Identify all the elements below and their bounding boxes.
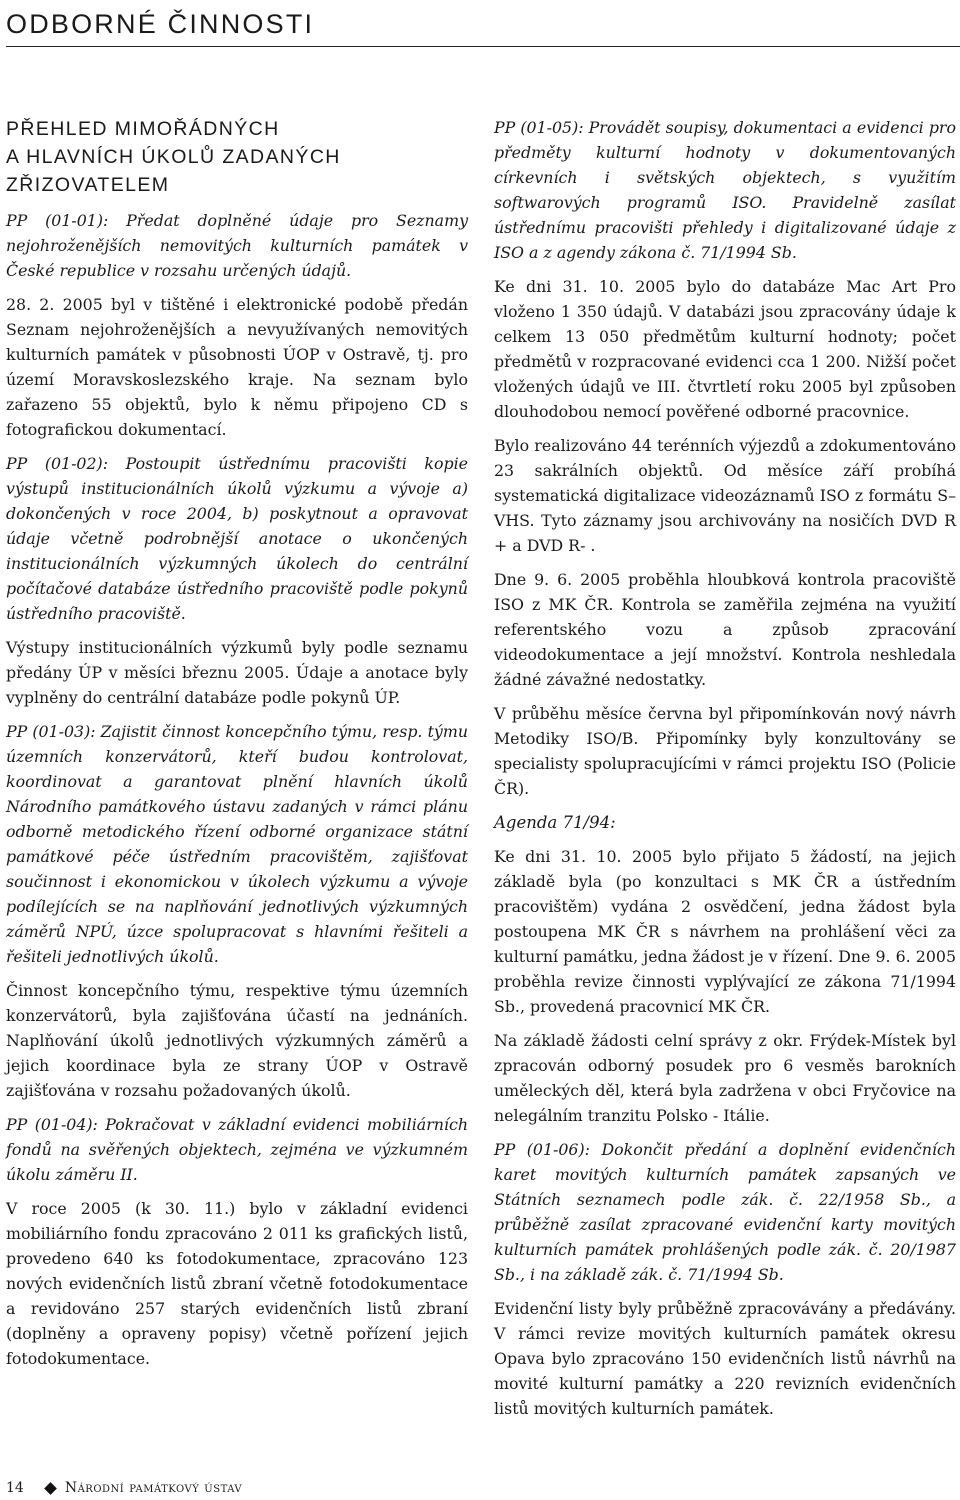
task-pp-01-03: PP (01-03): Zajistit činnost koncepčního týmu, resp. týmu územních konzervátorů, kteří budou kontrolovat, koordinovat a garantovat plnění hlavních úkolů Národního památkového ústavu zadaných v rámci plánu odborně metodického řízení odborné organizace státní památkové péče ústředním pracovištěm, zajišťovat součinnost i ekonomickou v úkolech výzkumu a vývoje podílejících se na naplňování jednotlivých výzkumných záměrů NPÚ, úzce spolupracovat s hlavními řešiteli a řešiteli jednotlivých úkolů.	[6, 722, 468, 966]
header-divider	[6, 46, 960, 47]
right-column	[494, 115, 956, 1430]
paragraph: Bylo realizováno 44 terénních výjezdů a zdokumentováno 23 sakrálních objektů. Od měsíce září probíhá systematická digitalizace videozáznamů ISO z formátu S–VHS. Tyto záznamy jsou archivovány na nosičích DVD R + a DVD R- .	[494, 436, 956, 555]
paragraph: Na základě žádosti celní správy z okr. Frýdek-Místek byl zpracován odborný posudek pro 6 vesměs barokních uměleckých děl, která byla zadržena v obci Fryčovice na nelegálním tranzitu Polsko - Itálie.	[494, 1031, 956, 1125]
task-pp-01-04: PP (01-04): Pokračovat v základní evidenci mobiliárních fondů na svěřených objektech, zejména ve výzkumném úkolu záměru II.	[6, 1115, 468, 1184]
section-heading	[6, 115, 468, 199]
task-pp-01-02: PP (01-02): Postoupit ústřednímu pracovišti kopie výstupů institucionálních úkolů výzkumu a vývoje a) dokončených v roce 2004, b) poskytnout a opravovat údaje včetně podrobnější anotace o ukončených institucionálních výzkumných úkolech do centrální počítačové databáze ústředního pracoviště podle pokynů ústředního pracoviště.	[6, 454, 468, 623]
paragraph: V průběhu měsíce června byl připomínkován nový návrh Metodiky ISO/B. Připomínky byly konzultovány se specialisty spolupracujícími v rámci projektu ISO (Policie ČR).	[494, 704, 956, 798]
paragraph: 28. 2. 2005 byl v tištěné i elektronické podobě předán Seznam nejohroženějších a nevyužívaných nemovitých kulturních památek v působnosti ÚOP v Ostravě, tj. pro území Moravskoslezského kraje. Na seznam bylo zařazeno 55 objektů, bylo k němu připojeno CD s fotografickou dokumentací.	[6, 295, 468, 439]
paragraph: Výstupy institucionálních výzkumů byly podle seznamu předány ÚP v měsíci březnu 2005. Údaje a anotace byly vyplněny do centrální databáze podle pokynů ÚP.	[6, 638, 468, 707]
paragraph: Ke dni 31. 10. 2005 bylo přijato 5 žádostí, na jejich základě byla (po konzultaci s MK ČR a ústředním pracovištěm) vydána 2 osvědčení, jedna žádost byla postoupena MK ČR s návrhem na prohlášení věci za kulturní památku, jedna žádost je v řízení. Dne 9. 6. 2005 proběhla revize činnosti vyplývající ze zákona 71/1994 Sb., provedená pracovnicí MK ČR.	[494, 847, 956, 1016]
paragraph: Ke dni 31. 10. 2005 bylo do databáze Mac Art Pro vloženo 1 350 údajů. V databázi jsou zpracovány údaje k celkem 13 050 předmětům kulturní hodnoty; počet předmětů v rozpracované evidenci cca 1 200. Nižší počet vložených údajů ve III. čtvrtletí roku 2005 byl způsoben dlouhodobou nemocí pověřené odborné pracovnice.	[494, 277, 956, 421]
publisher-name: Národní památkový ústav	[64, 1480, 243, 1496]
page-header	[6, 4, 960, 52]
page-number: 14	[6, 1480, 24, 1496]
paragraph: Dne 9. 6. 2005 proběhla hloubková kontrola pracoviště ISO z MK ČR. Kontrola se zaměřila zejména na využití referentského vozu a způsob zpracování videodokumentace a její množství. Kontrola neshledala žádné závažné nedostatky.	[494, 570, 956, 689]
paragraph: V roce 2005 (k 30. 11.) bylo v základní evidenci mobiliárního fondu zpracováno 2 011 ks grafických listů, provedeno 640 ks fotodokumentace, zpracováno 123 nových evidenčních listů zbraní včetně fotodokumentace a revidováno 257 starých evidenčních listů zbraní (doplněny a opraveny popisy) včetně pořízení jejich fotodokumentace.	[6, 1199, 468, 1368]
page-title: ODBORNÉ ČINNOSTI	[6, 9, 315, 39]
diamond-icon	[44, 1482, 57, 1495]
task-pp-01-01: PP (01-01): Předat doplněné údaje pro Seznamy nejohroženějších nemovitých kulturních památek v České republice v rozsahu určených údajů.	[6, 211, 468, 280]
paragraph: Evidenční listy byly průběžně zpracovávány a předávány. V rámci revize movitých kulturních památek okresu Opava bylo zpracováno 150 evidenčních listů návrhů na movité kulturní památky a 220 revizních evidenčních listů movitých kulturních památek.	[494, 1299, 956, 1418]
section-heading-line: ZŘIZOVATELEM	[6, 174, 170, 196]
section-heading-line: PŘEHLED MIMOŘÁDNÝCH	[6, 118, 280, 140]
page-footer	[6, 1478, 242, 1498]
task-pp-01-06: PP (01-06): Dokončit předání a doplnění evidenčních karet movitých kulturních památek zapsaných ve Státních seznamech podle zák. č. 22/1958 Sb., a průběžně zasílat zpracované evidenční karty movitých kulturních památek prohlášených podle zák. č. 20/1987 Sb., i na základě zák. č. 71/1994 Sb.	[494, 1140, 956, 1284]
task-pp-01-05: PP (01-05): Provádět soupisy, dokumentaci a evidenci pro předměty kulturní hodnoty v dokumentovaných církevních i světských objektech, s využitím softwarových programů ISO. Pravidelně zasílat ústřednímu pracovišti přehledy i digitalizované údaje z ISO a z agendy zákona č. 71/1994 Sb.	[494, 118, 956, 262]
paragraph: Činnost koncepčního týmu, respektive týmu územních konzervátorů, byla zajišťována účastí na jednáních. Naplňování úkolů jednotlivých výzkumných záměrů a jejich koordinace byla ze strany ÚOP v Ostravě zajišťována v rozsahu požadovaných úkolů.	[6, 981, 468, 1100]
subheading-agenda: Agenda 71/94:	[494, 813, 616, 832]
left-column	[6, 115, 468, 1380]
section-heading-line: A HLAVNÍCH ÚKOLŮ ZADANÝCH	[6, 146, 341, 168]
